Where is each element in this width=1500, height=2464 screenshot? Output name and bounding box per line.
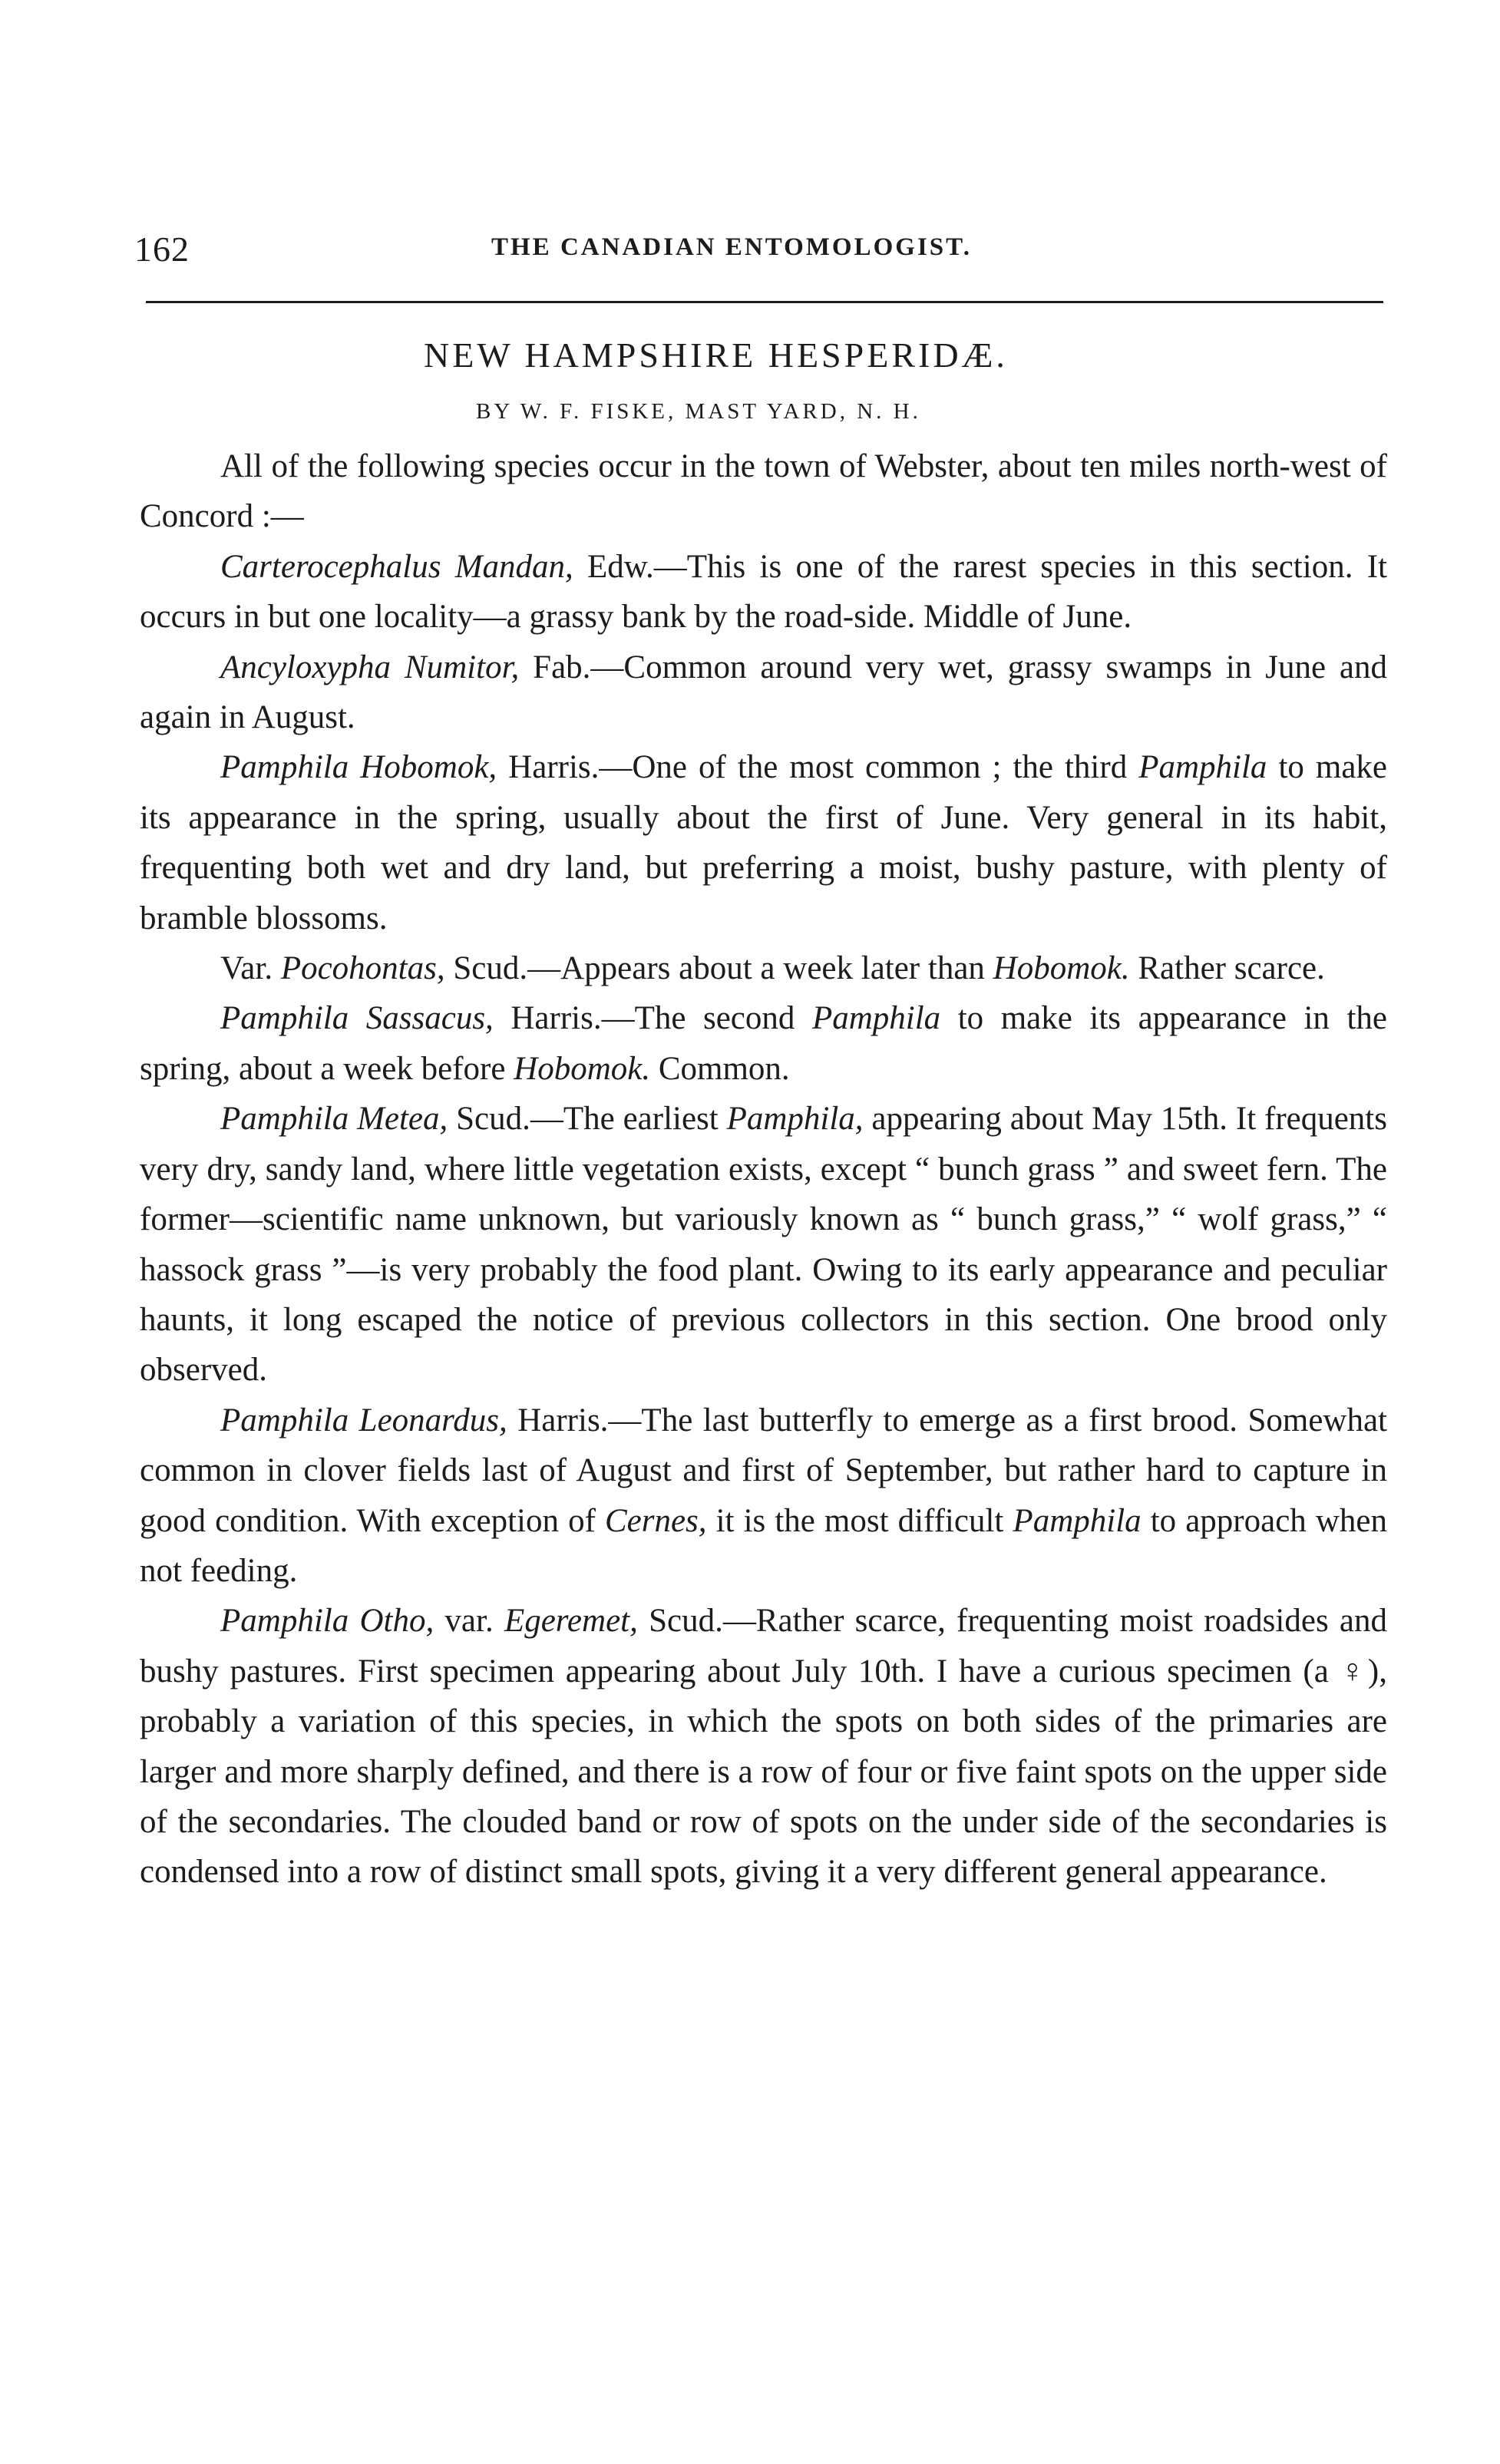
species-name: Pamphila Leonardus, <box>220 1402 507 1438</box>
genus-reference: Pamphila, <box>726 1101 864 1138</box>
species-entry-otho <box>140 1596 1387 1897</box>
species-name: Pamphila Sassacus, <box>220 1000 494 1037</box>
variety-prefix: Var. <box>220 950 281 987</box>
article-body <box>140 441 1387 1898</box>
species-description: to make its appearance in the spring, about a week before <box>140 1000 1388 1087</box>
species-description: Common. <box>650 1050 790 1087</box>
species-description: to approach when not feeding. <box>140 1502 1387 1589</box>
species-reference: Hobomok. <box>514 1050 651 1087</box>
species-reference: Cernes, <box>604 1502 707 1539</box>
species-entry-leonardus <box>140 1395 1387 1597</box>
species-description: Harris.—One of the most common ; the third <box>497 749 1139 786</box>
species-description: appearing about May 15th. It frequents very dry, sandy land, where little vegetation exists, except “ bunch grass ” and sweet fern. The former—scientific name unknown, but variously known as “ bunch grass,” “ wolf grass,” “ hassock grass ”—is very probably the food plant. Owing to its early appearance and peculiar haunts, it long escaped the notice of previous collectors in this section. One brood only observed. <box>140 1101 1387 1389</box>
running-head: THE CANADIAN ENTOMOLOGIST. <box>491 233 972 261</box>
species-description: Rather scarce. <box>1129 950 1325 987</box>
species-entry-carterocephalus <box>140 542 1387 642</box>
species-name: Pamphila Metea, <box>220 1101 448 1138</box>
species-reference: Hobomok. <box>993 950 1130 987</box>
species-description: Fab.—Common around very wet, grassy swamps in June and again in August. <box>140 649 1388 736</box>
genus-reference: Pamphila <box>1138 749 1267 786</box>
header-rule <box>146 301 1383 303</box>
intro-paragraph: All of the following species occur in the town of Webster, about ten miles north-west of Concord :— <box>140 448 1387 535</box>
genus-reference: Pamphila <box>1013 1502 1142 1539</box>
species-entry-ancyloxypha <box>140 642 1387 743</box>
species-name: Ancyloxypha Numitor, <box>220 649 520 685</box>
page-header <box>134 229 1386 275</box>
species-name: Pamphila Otho, <box>220 1603 434 1640</box>
species-entry-pocohontas <box>140 943 1387 993</box>
species-description: Harris.—The last butterfly to emerge as a first brood. Somewhat common in clover fields last of August and first of September, but rather hard to capture in good condition. With exception of <box>140 1402 1387 1539</box>
species-description: Harris.—The second <box>493 1000 812 1037</box>
species-description: it is the most difficult <box>706 1502 1013 1539</box>
species-name: Pamphila Hobomok, <box>220 749 497 786</box>
page-number: 162 <box>134 230 190 269</box>
species-description: Scud.—The earliest <box>448 1101 727 1138</box>
article-byline: BY W. F. FISKE, MAST YARD, N. H. <box>476 399 921 424</box>
species-description: Scud.—Rather scarce, frequenting moist roadsides and bushy pastures. First specimen appearing about July 10th. I have a curious specimen (a ♀), probably a variation of this species, in which the spots on both sides of the primaries are larger and more sharply defined, and there is a row of four or five faint spots on the upper side of the secondaries. The clouded band or row of spots on the under side of the secondaries is condensed into a row of distinct small spots, giving it a very different general appearance. <box>140 1603 1387 1891</box>
genus-reference: Pamphila <box>811 1000 941 1037</box>
species-description: Scud.—Appears about a week later than <box>444 950 993 987</box>
species-name: Pocohontas, <box>280 950 445 987</box>
variety-name: Egeremet, <box>504 1603 638 1640</box>
species-entry-hobomok <box>140 742 1387 943</box>
species-entry-sassacus <box>140 993 1387 1094</box>
species-name: Carterocephalus Mandan, <box>220 548 573 585</box>
species-description: var. <box>434 1603 504 1640</box>
article-title: NEW HAMPSHIRE HESPERIDÆ. <box>424 335 1008 375</box>
species-entry-metea <box>140 1094 1387 1395</box>
species-description: to make its appearance in the spring, usually about the first of June. Very general in its habit, frequenting both wet and dry land, but preferring a moist, bushy pasture, with plenty of bramble blossoms. <box>140 749 1388 936</box>
species-description: Edw.—This is one of the rarest species in this section. It occurs in but one locality—a grassy bank by the road-side. Middle of June. <box>140 548 1387 636</box>
